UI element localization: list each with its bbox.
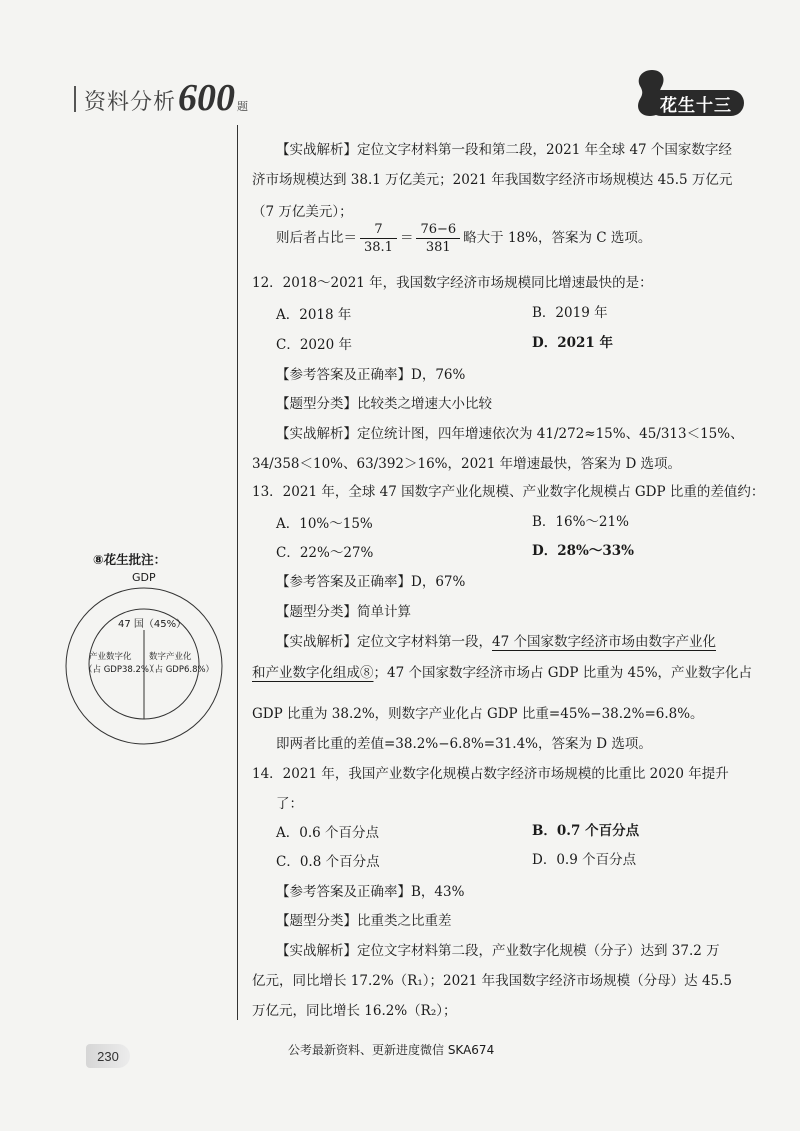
gdp-label: GDP (132, 571, 156, 584)
side-note-title: ⑧花生批注： (93, 552, 167, 567)
page-number: 230 (86, 1044, 130, 1068)
q14-option-d: D．0.9 个百分点 (532, 852, 637, 868)
q13-option-c: C．22%～27% (276, 545, 374, 561)
q12-option-b: B．2019 年 (532, 305, 608, 321)
q14-stem: 14．2021 年，我国产业数字化规模占数字经济市场规模的比重比 2020 年提升 (252, 766, 729, 782)
brand-name: 花生十三 (648, 90, 744, 116)
q13-stem: 13．2021 年，全球 47 国数字产业化规模、产业数字化规模占 GDP 比重的差值约： (252, 484, 765, 500)
diagram-label-digital-industrialization: 数字产业化 (149, 652, 192, 662)
q11-calculation (276, 221, 651, 256)
q12-stem: 12．2018～2021 年，我国数字经济市场规模同比增速最快的是： (252, 275, 653, 291)
q12-explanation-line: 【实战解析】定位统计图，四年增速依次为 41/272≈15%、45/313＜15%、 (276, 426, 744, 442)
q12-explanation-line: 34/358＜10%、63/392＞16%，2021 年增速最快，答案为 D 选项。 (252, 456, 682, 472)
q13-answer: 【参考答案及正确率】D，67% (276, 574, 466, 590)
q14-explanation-line: 【实战解析】定位文字材料第二段，产业数字化规模（分子）达到 37.2 万 (276, 943, 720, 959)
fraction-numerator: 76−6 (416, 221, 460, 239)
equals-sign: ＝ (399, 230, 414, 246)
diagram-label-digital-share: （占 GDP6.8%） (146, 665, 215, 675)
footer-text: 公考最新资料、更新进度微信 SKA674 (288, 1043, 495, 1057)
q13-explanation-text: ；47 个国家数字经济市场占 GDP 比重为 45%，产业数字化占 (373, 665, 753, 681)
q11-explanation-line: （7 万亿美元）； (252, 204, 353, 220)
q13-explanation-line: GDP 比重为 38.2%，则数字产业化占 GDP 比重=45%−38.2%=6.8%。 (252, 706, 704, 722)
q13-explanation-line (276, 630, 716, 650)
q14-option-c: C．0.8 个百分点 (276, 854, 380, 870)
q13-explanation-text: 【实战解析】定位文字材料第一段， (276, 634, 492, 650)
q14-option-b: B．0.7 个百分点 (532, 823, 640, 839)
q12-answer: 【参考答案及正确率】D，76% (276, 367, 466, 383)
q13-option-a: A．10%～15% (276, 516, 373, 532)
book-title-text: 资料分析 (84, 90, 177, 115)
book-title-number: 600 (178, 77, 236, 119)
q12-option-d: D．2021 年 (532, 335, 613, 351)
q11-explanation-line: 济市场规模达到 38.1 万亿美元；2021 年我国数字经济市场规模达 45.5 万亿元 (252, 172, 733, 188)
q12-type: 【题型分类】比较类之增速大小比较 (276, 396, 492, 412)
q14-option-a: A．0.6 个百分点 (276, 825, 380, 841)
q13-option-b: B．16%～21% (532, 514, 629, 530)
q13-option-d: D．28%～33% (532, 543, 634, 559)
q13-underlined-text: 47 个国家数字经济市场由数字产业化 (492, 634, 716, 650)
q12-option-a: A．2018 年 (276, 307, 352, 323)
book-title-suffix: 题 (237, 100, 249, 113)
q13-explanation-line: 即两者比重的差值=38.2%−6.8%=31.4%，答案为 D 选项。 (276, 736, 652, 752)
q14-answer: 【参考答案及正确率】B，43% (276, 884, 465, 900)
book-title (74, 77, 249, 119)
q13-type: 【题型分类】简单计算 (276, 604, 411, 620)
diagram-label-47-countries: 47 国（45%） (118, 619, 187, 630)
column-divider (237, 125, 238, 1020)
calc-suffix: 略大于 18%，答案为 C 选项。 (463, 230, 652, 246)
fraction-numerator: 7 (360, 221, 397, 239)
calc-prefix: 则后者占比＝ (276, 230, 357, 246)
fraction (416, 221, 460, 256)
brand-logo (632, 68, 752, 118)
q12-option-c: C．2020 年 (276, 337, 352, 353)
title-bar-mark (74, 86, 76, 112)
fraction-denominator: 38.1 (364, 240, 393, 255)
q11-explanation-line: 【实战解析】定位文字材料第一段和第二段，2021 年全球 47 个国家数字经 (276, 142, 732, 158)
q13-underlined-text: 和产业数字化组成⑧ (252, 665, 374, 681)
q14-type: 【题型分类】比重类之比重差 (276, 913, 452, 929)
q14-explanation-line: 万亿元，同比增长 16.2%（R₂）； (252, 1003, 457, 1019)
diagram-label-industrial-share: （占 GDP38.2%） (84, 665, 158, 675)
fraction-denominator: 381 (425, 240, 451, 255)
q14-stem: 了： (276, 796, 303, 812)
q13-explanation-line (252, 661, 752, 681)
diagram-label-industrial-digitalization: 产业数字化 (89, 652, 132, 662)
fraction (360, 221, 397, 256)
q14-explanation-line: 亿元，同比增长 17.2%（R₁）；2021 年我国数字经济市场规模（分母）达 45.5 (252, 973, 733, 989)
